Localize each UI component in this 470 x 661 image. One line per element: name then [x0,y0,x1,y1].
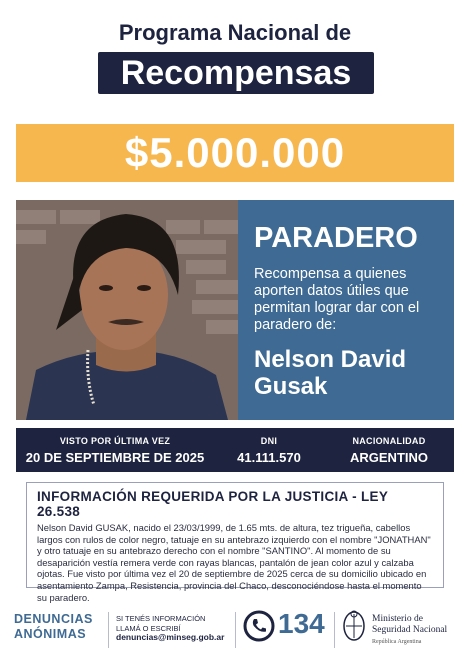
info-heading: PARADERO [254,222,418,254]
reward-amount: $5.000.000 [16,124,454,182]
stat-nationality [324,436,454,465]
phone-icon [243,610,275,642]
contact-line-1: SI TENÉS INFORMACIÓN [116,614,206,623]
anonymous-reports-label [14,612,93,642]
justice-text: Nelson David GUSAK, nacido el 23/03/1999, de 1.65 mts. de altura, tez trigueña, cabellos largos con rulos de color negro, tatuaje en su antebrazo izquierdo con el nombre "JONATHAN" y otro tatuaje en su antebrazo derecho con el nombre "SANTINO". Al momento de su desaparición vestía remera verde con rayas blancas, pantalón de jean color azul y calzaba ojotas. Fue visto por última vez el 20 de septiembre de 2025 cerca de su domicilio ubicado en asentamiento Zampa, Resistencia, provincia del Chaco, desconociéndose hasta el momento su paradero. [37,522,431,603]
info-description: Recompensa a quienes aporten datos útiles que permitan lograr dar con el paradero de: [254,266,420,333]
anon-line-1: DENUNCIAS [14,612,93,626]
header-title: Programa Nacional de [118,20,352,45]
footer [0,600,470,656]
hotline-number[interactable]: 134 [278,608,325,639]
seal-icon [340,608,368,644]
stats-bar [16,428,454,472]
stat-value: 41.111.570 [237,449,301,465]
anon-line-2: ANÓNIMAS [14,627,87,641]
stat-value: ARGENTINO [350,449,428,465]
header-banner: Recompensas [98,52,374,94]
wanted-person-photo [16,200,238,420]
contact-info [116,614,224,643]
contact-line-2: LLAMÁ O ESCRIBÍ [116,623,181,633]
stat-label: DNI [260,435,278,446]
stat-label: VISTO POR ÚLTIMA VEZ [59,435,171,446]
footer-divider [334,612,335,648]
ministry-logo-text [372,614,447,648]
stat-last-seen [16,436,214,465]
stat-label: NACIONALIDAD [352,435,426,446]
stat-value: 20 DE SEPTIEMBRE DE 2025 [25,449,205,465]
info-panel [238,200,454,420]
contact-email-link[interactable]: denuncias@minseg.gob.ar [116,632,225,642]
ministry-line-1: Ministerio de [372,614,423,624]
footer-divider [108,612,109,648]
ministry-line-2: Seguridad Nacional [372,624,448,635]
stat-dni [214,436,324,465]
justice-title: INFORMACIÓN REQUERIDA POR LA JUSTICIA - LEY 26.538 [37,489,388,519]
justice-info-box [26,482,444,603]
person-name: Nelson David Gusak [254,346,407,400]
ministry-subtitle: República Argentina [372,639,422,645]
footer-divider [235,612,236,648]
